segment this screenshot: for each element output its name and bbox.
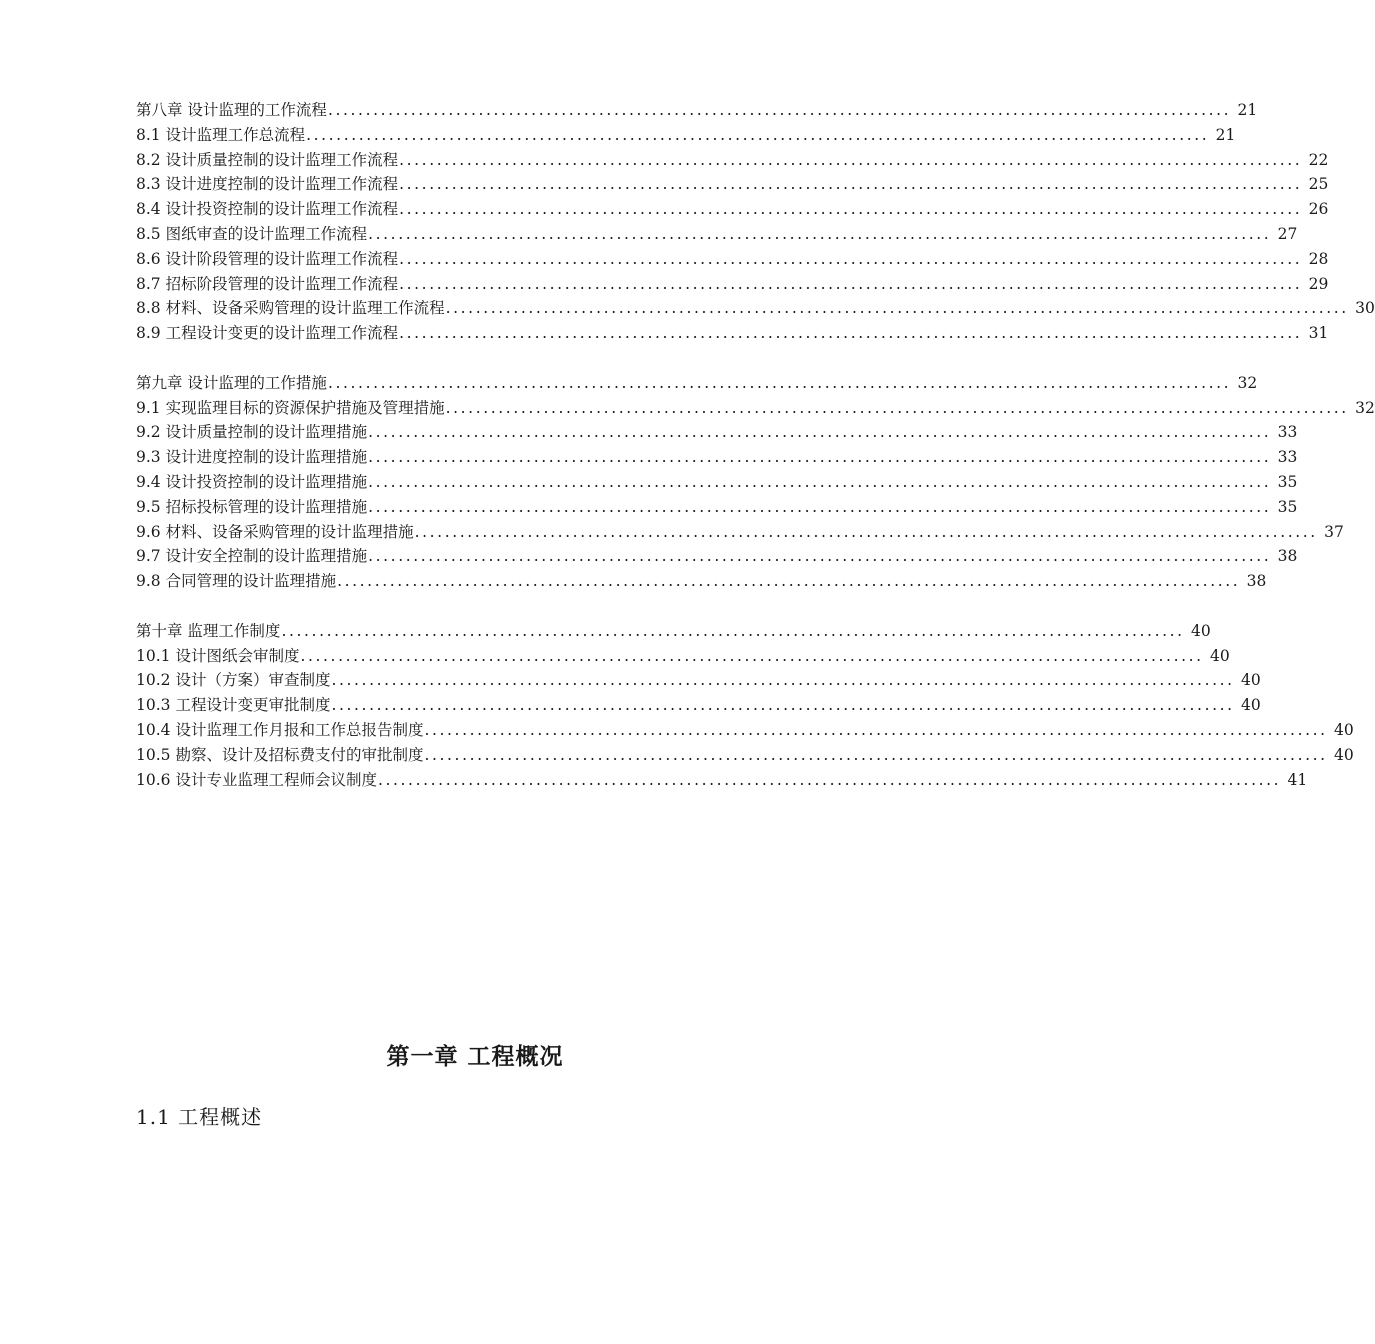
toc-entry[interactable]	[136, 98, 1258, 123]
toc-page-number: 35	[1277, 497, 1298, 516]
toc-page-number: 26	[1308, 200, 1329, 219]
toc-dot-leader: ........................................................................................................................	[300, 646, 1204, 665]
toc-entry[interactable]	[136, 172, 1329, 197]
toc-entry-title: 第八章 设计监理的工作流程	[136, 101, 327, 119]
toc-dot-leader: ........................................................................................................................	[399, 274, 1303, 293]
toc-group	[136, 98, 1375, 346]
toc-entry[interactable]	[136, 768, 1308, 793]
section-heading: 1.1 工程概述	[136, 1105, 263, 1129]
toc-group	[136, 371, 1375, 594]
toc-entry[interactable]	[136, 371, 1258, 396]
toc-dot-leader: ........................................................................................................................	[445, 299, 1349, 318]
toc-entry[interactable]	[136, 222, 1298, 247]
toc-entry[interactable]	[136, 396, 1375, 421]
toc-page-number: 28	[1308, 249, 1329, 268]
toc-dot-leader: ........................................................................................................................	[399, 175, 1303, 194]
toc-entry[interactable]	[136, 743, 1354, 768]
toc-dot-leader: ........................................................................................................................	[327, 373, 1232, 392]
toc-entry-title: 8.4 设计投资控制的设计监理工作流程	[136, 200, 399, 219]
toc-page-number: 33	[1277, 448, 1298, 467]
toc-entry[interactable]	[136, 544, 1298, 569]
toc-entry[interactable]	[136, 619, 1211, 644]
toc-entry[interactable]	[136, 644, 1230, 669]
toc-page-number: 21	[1237, 101, 1258, 119]
toc-entry[interactable]	[136, 272, 1329, 297]
toc-dot-leader: ........................................................................................................................	[399, 150, 1303, 169]
toc-dot-leader: ........................................................................................................................	[368, 224, 1272, 243]
toc-entry-title: 9.5 招标投标管理的设计监理措施	[136, 497, 368, 516]
toc-page-number: 40	[1333, 720, 1354, 739]
toc-entry-title: 第九章 设计监理的工作措施	[136, 373, 327, 392]
toc-entry[interactable]	[136, 296, 1375, 321]
toc-dot-leader: ........................................................................................................................	[424, 745, 1328, 764]
toc-group	[136, 619, 1354, 793]
toc-dot-leader: ........................................................................................................................	[337, 572, 1241, 591]
toc-page-number: 25	[1308, 175, 1329, 194]
toc-page-number: 32	[1237, 373, 1258, 392]
toc-entry-title: 9.3 设计进度控制的设计监理措施	[136, 448, 368, 467]
toc-dot-leader: ........................................................................................................................	[445, 398, 1349, 417]
toc-entry-title: 9.4 设计投资控制的设计监理措施	[136, 472, 368, 491]
table-of-contents	[136, 98, 1375, 792]
toc-entry-title: 8.5 图纸审查的设计监理工作流程	[136, 224, 368, 243]
toc-dot-leader: ........................................................................................................................	[368, 472, 1272, 491]
toc-entry-title: 8.3 设计进度控制的设计监理工作流程	[136, 175, 399, 194]
toc-entry[interactable]	[136, 445, 1298, 470]
toc-entry[interactable]	[136, 420, 1298, 445]
toc-dot-leader: ........................................................................................................................	[306, 125, 1210, 144]
toc-entry[interactable]	[136, 718, 1354, 743]
toc-entry[interactable]	[136, 123, 1236, 148]
toc-dot-leader: ........................................................................................................................	[368, 497, 1272, 516]
toc-entry[interactable]	[136, 668, 1261, 693]
toc-entry-title: 9.1 实现监理目标的资源保护措施及管理措施	[136, 398, 445, 417]
toc-entry-title: 8.9 工程设计变更的设计监理工作流程	[136, 324, 399, 343]
toc-page-number: 40	[1190, 621, 1211, 640]
toc-page-number: 27	[1277, 224, 1298, 243]
toc-page-number: 40	[1333, 745, 1354, 764]
toc-entry-title: 10.6 设计专业监理工程师会议制度	[136, 770, 377, 789]
toc-page-number: 33	[1277, 423, 1298, 442]
toc-dot-leader: ........................................................................................................................	[424, 720, 1328, 739]
toc-entry[interactable]	[136, 495, 1298, 520]
toc-page-number: 38	[1277, 547, 1298, 566]
toc-entry-title: 8.6 设计阶段管理的设计监理工作流程	[136, 249, 399, 268]
chapter-heading: 第一章 工程概况	[386, 1044, 564, 1070]
toc-page-number: 21	[1215, 125, 1236, 144]
toc-entry-title: 9.2 设计质量控制的设计监理措施	[136, 423, 368, 442]
toc-entry[interactable]	[136, 247, 1329, 272]
toc-entry[interactable]	[136, 148, 1329, 173]
toc-entry-title: 第十章 监理工作制度	[136, 621, 281, 640]
toc-entry-title: 9.7 设计安全控制的设计监理措施	[136, 547, 368, 566]
toc-entry-title: 9.6 材料、设备采购管理的设计监理措施	[136, 522, 414, 541]
toc-entry-title: 10.3 工程设计变更审批制度	[136, 696, 331, 715]
toc-dot-leader: ........................................................................................................................	[368, 448, 1272, 467]
toc-dot-leader: ........................................................................................................................	[399, 324, 1303, 343]
toc-entry[interactable]	[136, 321, 1329, 346]
toc-page-number: 22	[1308, 150, 1329, 169]
toc-entry[interactable]	[136, 197, 1329, 222]
toc-dot-leader: ........................................................................................................................	[399, 200, 1303, 219]
toc-dot-leader: ........................................................................................................................	[281, 621, 1185, 640]
toc-page-number: 40	[1209, 646, 1230, 665]
toc-page-number: 32	[1355, 398, 1375, 417]
toc-entry-title: 8.8 材料、设备采购管理的设计监理工作流程	[136, 299, 445, 318]
toc-page-number: 38	[1246, 572, 1267, 591]
toc-entry-title: 10.5 勘察、设计及招标费支付的审批制度	[136, 745, 424, 764]
toc-dot-leader: ........................................................................................................................	[368, 423, 1272, 442]
toc-entry-title: 8.2 设计质量控制的设计监理工作流程	[136, 150, 399, 169]
toc-entry-title: 10.1 设计图纸会审制度	[136, 646, 300, 665]
toc-entry-title: 10.4 设计监理工作月报和工作总报告制度	[136, 720, 424, 739]
toc-dot-leader: ........................................................................................................................	[331, 671, 1235, 690]
toc-page-number: 40	[1240, 671, 1261, 690]
toc-dot-leader: ........................................................................................................................	[414, 522, 1318, 541]
toc-dot-leader: ........................................................................................................................	[327, 101, 1232, 119]
toc-entry-title: 8.1 设计监理工作总流程	[136, 125, 306, 144]
toc-entry-title: 8.7 招标阶段管理的设计监理工作流程	[136, 274, 399, 293]
toc-page-number: 30	[1355, 299, 1375, 318]
toc-page-number: 41	[1287, 770, 1308, 789]
toc-page-number: 40	[1240, 696, 1261, 715]
toc-page-number: 29	[1308, 274, 1329, 293]
toc-entry-title: 10.2 设计（方案）审查制度	[136, 671, 331, 690]
toc-dot-leader: ........................................................................................................................	[331, 696, 1235, 715]
toc-entry[interactable]	[136, 693, 1261, 718]
toc-page-number: 37	[1324, 522, 1344, 541]
toc-entry[interactable]	[136, 569, 1267, 594]
toc-dot-leader: ........................................................................................................................	[368, 547, 1272, 566]
toc-page-number: 31	[1308, 324, 1329, 343]
toc-page-number: 35	[1277, 472, 1298, 491]
toc-entry[interactable]	[136, 470, 1298, 495]
toc-entry[interactable]	[136, 520, 1344, 545]
toc-entry-title: 9.8 合同管理的设计监理措施	[136, 572, 337, 591]
toc-dot-leader: ........................................................................................................................	[399, 249, 1303, 268]
toc-dot-leader: ........................................................................................................................	[377, 770, 1282, 789]
